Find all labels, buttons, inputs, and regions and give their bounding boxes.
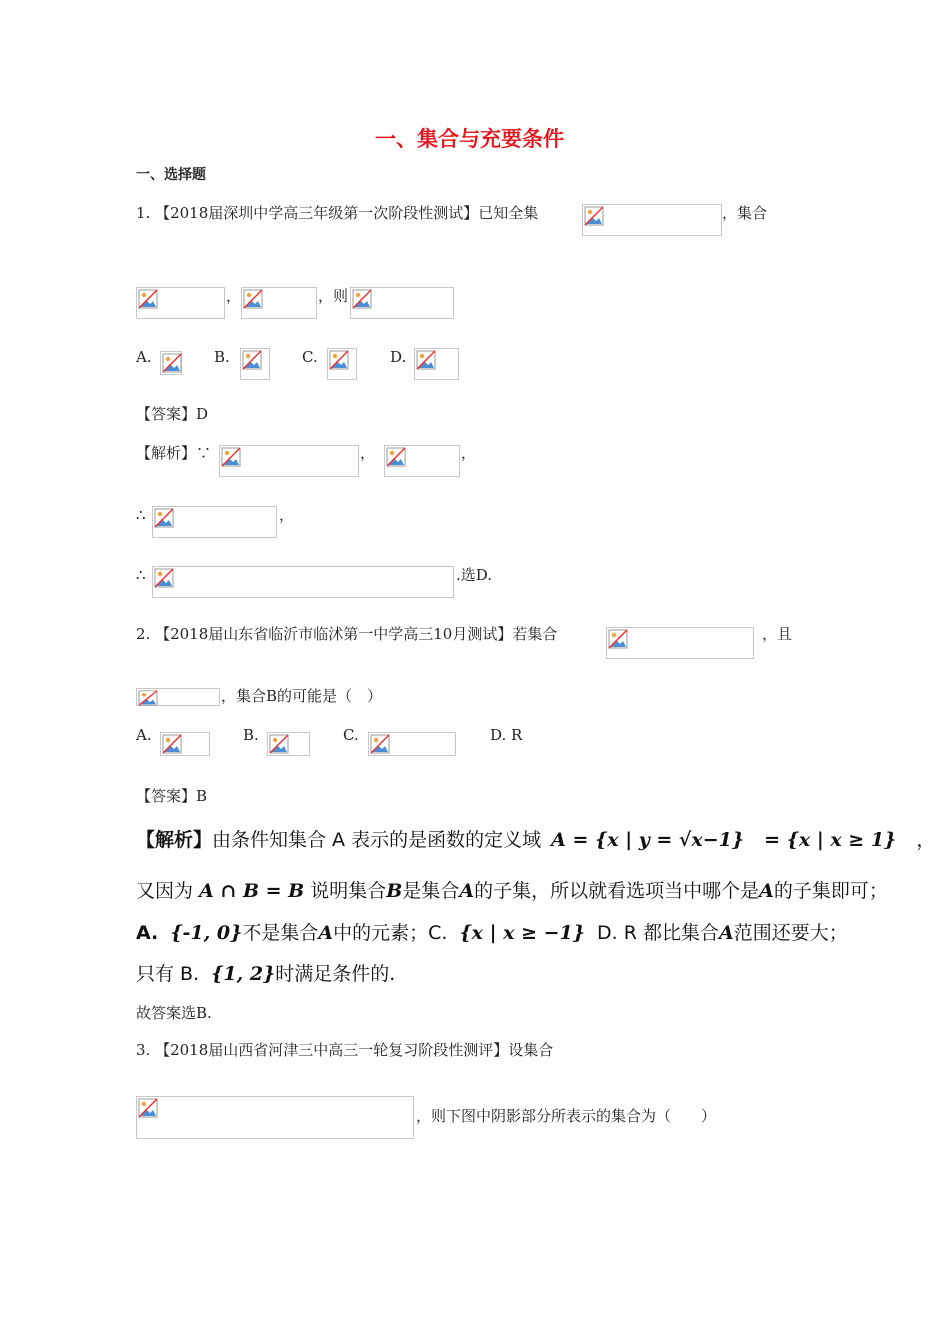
q2-analysis-line1: [136, 827, 935, 853]
analysis-text: 时满足条件的.: [275, 963, 396, 985]
broken-image-icon: [138, 690, 158, 706]
broken-image-icon: [370, 734, 390, 754]
q2-stem: 2. 【2018届山东省临沂市临沭第一中学高三10月测试】若集合: [136, 625, 558, 643]
math-expression: = {x | x ≥ 1}: [764, 829, 897, 851]
formula-image: [136, 688, 220, 706]
section-heading: 一、选择题: [136, 167, 206, 183]
q1-therefore2: ∴: [136, 566, 146, 584]
broken-image-icon: [416, 350, 436, 370]
broken-image-icon: [269, 734, 289, 754]
broken-image-icon: [138, 1098, 158, 1118]
q1-therefore1: ∴: [136, 506, 146, 524]
math-expression: {-1, 0}: [170, 922, 243, 944]
q2-option-b-label: B.: [243, 726, 259, 744]
q1-option-b-label: B.: [214, 348, 230, 366]
broken-image-icon: [162, 353, 182, 373]
analysis-text: 的子集，所以就看选项当中哪个是: [474, 880, 760, 902]
analysis-text: 中的元素；C.: [333, 922, 448, 944]
formula-image: [136, 287, 225, 319]
formula-image: [606, 627, 754, 659]
math-variable: B: [386, 880, 403, 902]
analysis-text: 的子集即可；: [773, 880, 888, 902]
q1-comma2: ，: [360, 444, 376, 462]
q2-analysis-line4: [136, 961, 395, 987]
q2-possible: ，集合B的可能是（ ）: [221, 687, 383, 705]
formula-image: [241, 287, 317, 319]
formula-image: [240, 348, 270, 380]
broken-image-icon: [329, 350, 349, 370]
q2-option-c-label: C.: [343, 726, 359, 744]
q3-stem: 3. 【2018届山西省河津三中高三一轮复习阶段性测评】设集合: [136, 1041, 554, 1059]
q2-analysis-line3: [136, 920, 848, 946]
q3-tail: ，则下图中阴影部分所表示的集合为（ ）: [416, 1107, 717, 1125]
formula-image: [582, 204, 722, 236]
broken-image-icon: [386, 447, 406, 467]
broken-image-icon: [154, 568, 174, 588]
analysis-label: 【解析】: [136, 829, 213, 851]
formula-image: [219, 445, 359, 477]
formula-image: [327, 348, 357, 380]
q1-stem: 1. 【2018届深圳中学高三年级第一次阶段性测试】已知全集: [136, 204, 539, 222]
q2-answer: 【答案】B: [136, 787, 208, 805]
broken-image-icon: [221, 447, 241, 467]
math-variable: A: [459, 880, 475, 902]
q2-option-d: D. R: [490, 726, 523, 744]
broken-image-icon: [584, 206, 604, 226]
formula-image: [267, 732, 310, 756]
formula-image: [384, 445, 460, 477]
broken-image-icon: [242, 350, 262, 370]
formula-image: [350, 287, 454, 319]
option-label: A.: [136, 922, 159, 944]
broken-image-icon: [162, 734, 182, 754]
broken-image-icon: [154, 508, 174, 528]
q1-comma: ，: [226, 287, 242, 305]
analysis-text: 又因为: [136, 880, 194, 902]
math-expression: {1, 2}: [211, 963, 276, 985]
formula-image: [368, 732, 456, 756]
analysis-text: 不是集合: [242, 922, 319, 944]
q2-final: 故答案选B.: [136, 1004, 212, 1022]
analysis-text: 是集合: [402, 880, 460, 902]
analysis-text: 说明集合: [310, 880, 387, 902]
analysis-text: 范围还要大；: [733, 922, 848, 944]
q1-collection-text: ，集合: [722, 204, 768, 222]
formula-image: [152, 506, 277, 538]
punctuation: ，: [916, 829, 936, 851]
analysis-text: D. R 都比集合: [597, 922, 719, 944]
broken-image-icon: [608, 629, 628, 649]
analysis-text: 只有 B.: [136, 963, 200, 985]
q1-comma4: ，: [279, 506, 295, 524]
q1-then: ，则: [318, 287, 349, 305]
q1-analysis-label: 【解析】∵: [136, 444, 212, 462]
broken-image-icon: [243, 289, 263, 309]
formula-image: [160, 732, 210, 756]
formula-image: [414, 348, 459, 380]
math-expression: {x | x ≥ −1}: [459, 922, 585, 944]
math-expression: A = {x | y = √x−1}: [551, 829, 745, 851]
formula-image: [160, 351, 182, 375]
broken-image-icon: [352, 289, 372, 309]
formula-image: [152, 566, 454, 598]
math-expression: A ∩ B = B: [199, 880, 305, 902]
q2-option-a-label: A.: [136, 726, 152, 744]
q1-option-a-label: A.: [136, 348, 152, 366]
math-variable: A: [718, 922, 734, 944]
q1-answer: 【答案】D: [136, 405, 209, 423]
q2-analysis-line2: [136, 878, 888, 904]
math-variable: A: [318, 922, 334, 944]
q1-comma3: ，: [461, 444, 477, 462]
q1-option-d-label: D.: [390, 348, 407, 366]
math-variable: A: [759, 880, 774, 902]
analysis-text: 由条件知集合 A 表示的是函数的定义域: [212, 829, 542, 851]
q2-and: ，且: [762, 625, 793, 643]
q1-option-c-label: C.: [302, 348, 318, 366]
page-title: 一、集合与充要条件: [375, 127, 564, 151]
q1-choose: .选D.: [456, 566, 493, 584]
formula-image: [136, 1096, 414, 1139]
broken-image-icon: [138, 289, 158, 309]
